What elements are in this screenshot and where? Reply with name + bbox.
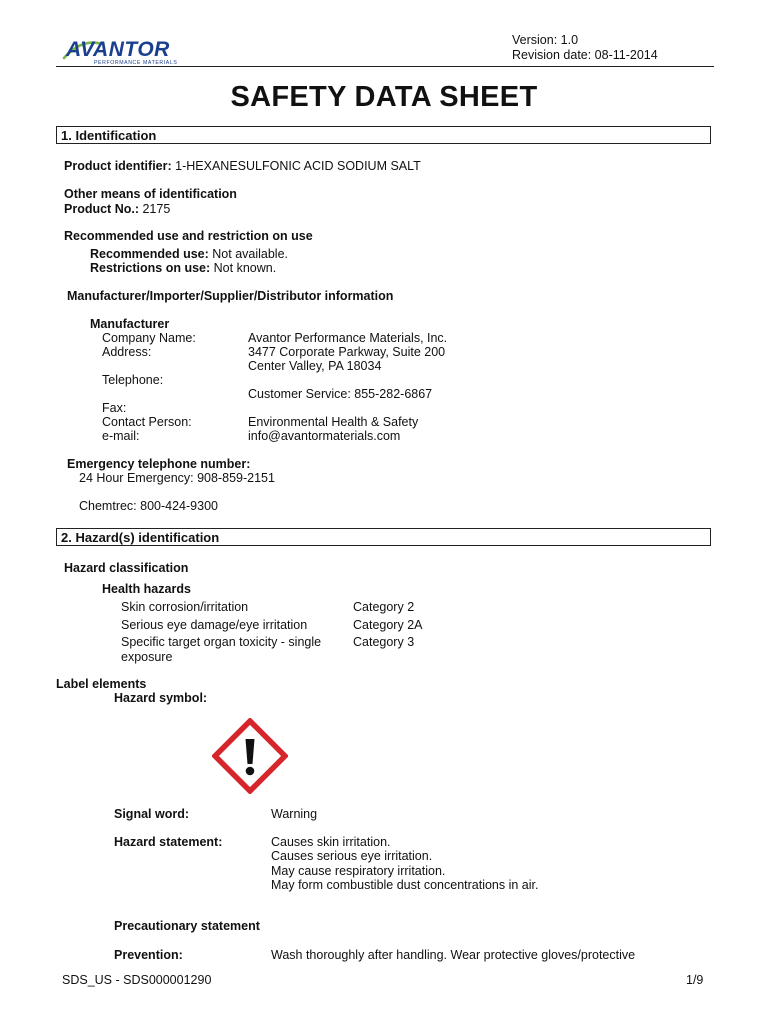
hazard-name: Specific target organ toxicity - single xyxy=(121,635,322,649)
customer-service-phone: Customer Service: 855-282-6867 xyxy=(248,387,433,401)
hazard-name: Serious eye damage/eye irritation xyxy=(121,618,308,632)
restrictions-value: Not known. xyxy=(213,261,277,275)
version: Version: 1.0 xyxy=(512,33,579,47)
svg-text:PERFORMANCE MATERIALS: PERFORMANCE MATERIALS xyxy=(94,60,178,66)
hazard-name-continued: exposure xyxy=(121,650,173,664)
company-name-value: Avantor Performance Materials, Inc. xyxy=(248,331,448,345)
recommended-use xyxy=(90,247,288,261)
avantor-logo xyxy=(62,34,192,68)
emergency-phone-heading: Emergency telephone number: xyxy=(67,457,251,471)
precautionary-statement-heading: Precautionary statement xyxy=(114,919,260,933)
product-identifier-value: 1-HEXANESULFONIC ACID SODIUM SALT xyxy=(175,159,421,173)
other-means-heading: Other means of identification xyxy=(64,187,237,201)
page-title: SAFETY DATA SHEET xyxy=(230,81,538,113)
section-2-title: 2. Hazard(s) identification xyxy=(61,530,220,545)
hazard-classification-heading: Hazard classification xyxy=(64,561,189,575)
revision-date: Revision date: 08-11-2014 xyxy=(512,48,658,62)
header-divider xyxy=(56,66,714,67)
chemtrec-phone: Chemtrec: 800-424-9300 xyxy=(79,499,218,513)
section-2-header xyxy=(56,528,711,546)
product-identifier xyxy=(64,159,421,173)
health-hazards-heading: Health hazards xyxy=(102,582,191,596)
hazard-statement: May cause respiratory irritation. xyxy=(271,864,446,878)
svg-text:AVANTOR: AVANTOR xyxy=(66,38,170,61)
hazard-statement: Causes skin irritation. xyxy=(271,835,391,849)
hazard-statement-label: Hazard statement: xyxy=(114,835,223,849)
address-line-2: Center Valley, PA 18034 xyxy=(248,359,382,373)
section-1-header xyxy=(56,126,711,144)
manufacturer-heading: Manufacturer xyxy=(90,317,170,331)
section-1-title: 1. Identification xyxy=(61,128,157,143)
company-name-label: Company Name: xyxy=(102,331,196,345)
signal-word-label: Signal word: xyxy=(114,807,189,821)
signal-word-value: Warning xyxy=(271,807,318,821)
prevention-value: Wash thoroughly after handling. Wear protective gloves/protective xyxy=(271,948,636,962)
hazard-statement: May form combustible dust concentrations in air. xyxy=(271,878,539,892)
recommended-use-value: Not available. xyxy=(212,247,289,261)
hazard-statement: Causes serious eye irritation. xyxy=(271,849,433,863)
hazard-category: Category 2 xyxy=(353,600,415,614)
email-label: e-mail: xyxy=(102,429,140,443)
hazard-name: Skin corrosion/irritation xyxy=(121,600,249,614)
emergency-24h-phone: 24 Hour Emergency: 908-859-2151 xyxy=(79,471,275,485)
restrictions-on-use xyxy=(90,261,276,275)
product-identifier-label: Product identifier: xyxy=(64,159,172,173)
page-number: 1/9 xyxy=(686,973,704,987)
prevention-label: Prevention: xyxy=(114,948,183,962)
hazard-symbol-label: Hazard symbol: xyxy=(114,691,208,705)
address-label: Address: xyxy=(102,345,152,359)
recommended-use-label: Recommended use: xyxy=(90,247,209,261)
contact-person-value: Environmental Health & Safety xyxy=(248,415,419,429)
document-id: SDS_US - SDS000001290 xyxy=(62,973,212,987)
email-value: info@avantormaterials.com xyxy=(248,429,401,443)
restrictions-label: Restrictions on use: xyxy=(90,261,211,275)
hazard-category: Category 3 xyxy=(353,635,415,649)
address-line-1: 3477 Corporate Parkway, Suite 200 xyxy=(248,345,446,359)
product-number-label: Product No.: xyxy=(64,202,139,216)
manufacturer-info-heading: Manufacturer/Importer/Supplier/Distributor information xyxy=(67,289,394,303)
label-elements-heading: Label elements xyxy=(56,677,147,691)
telephone-label: Telephone: xyxy=(102,373,164,387)
product-number xyxy=(64,202,170,216)
product-number-value: 2175 xyxy=(142,202,171,216)
contact-person-label: Contact Person: xyxy=(102,415,192,429)
fax-label: Fax: xyxy=(102,401,127,415)
recommended-use-heading: Recommended use and restriction on use xyxy=(64,229,313,243)
exclamation-mark-pictogram-icon xyxy=(212,718,288,794)
hazard-category: Category 2A xyxy=(353,618,423,632)
